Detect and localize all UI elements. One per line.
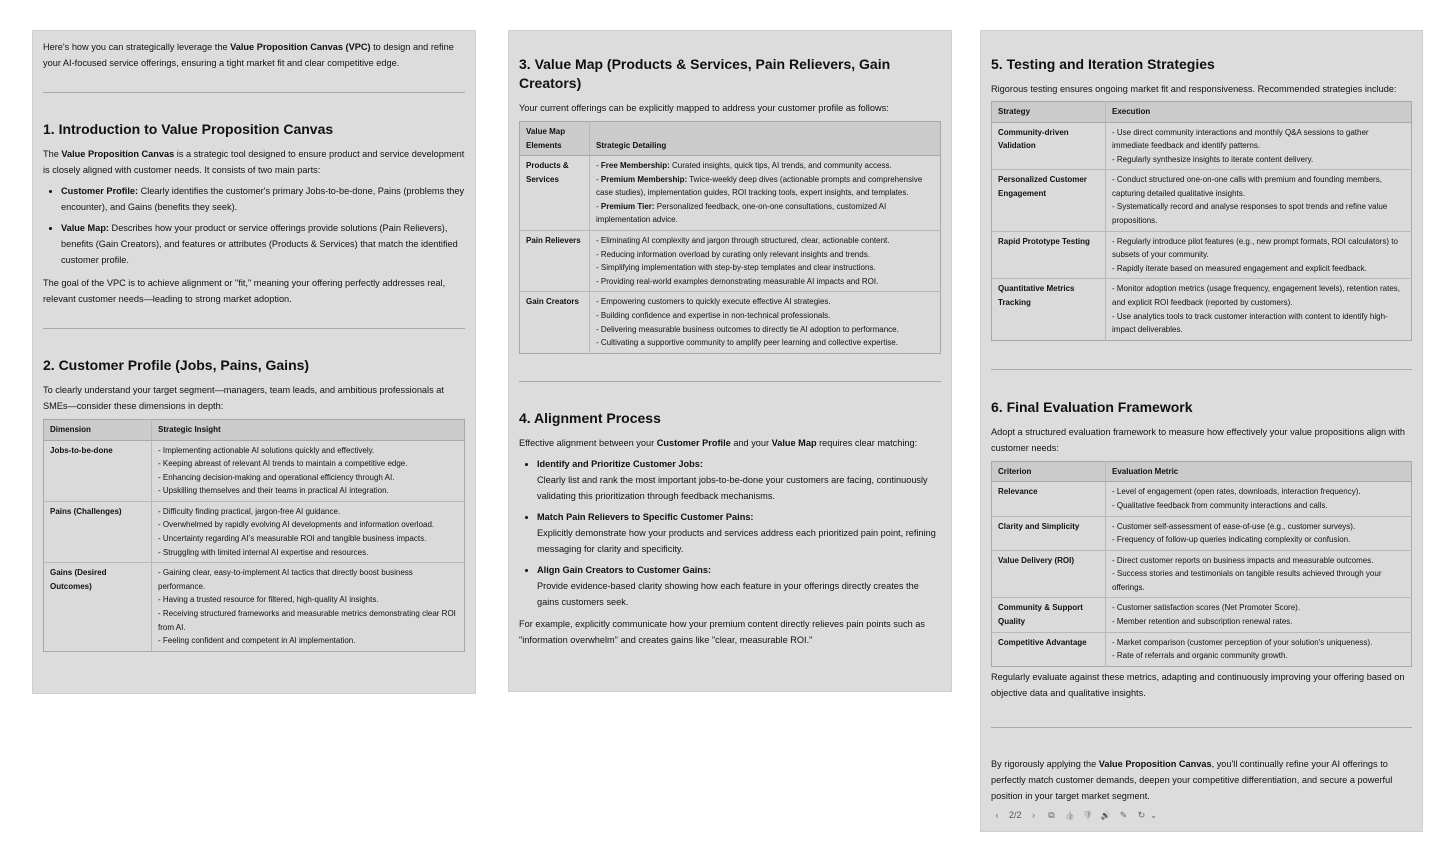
table-cell: - Market comparison (customer perception of your solution's uniqueness). - Rate of referrals and organic community growth. bbox=[1106, 632, 1412, 666]
document-panel-3 bbox=[980, 30, 1423, 832]
table-cell: - Implementing actionable AI solutions quickly and effectively. - Keeping abreast of relevant AI trends to maintain a competitive edge. - Enhancing decision-making and operational efficiency through AI. - Upskilling themselves and their teams in practical AI integration. bbox=[152, 440, 465, 501]
section-title-4: 4. Alignment Process bbox=[519, 409, 661, 426]
section-2-intro: To clearly understand your target segment—managers, team leads, and ambitious professionals at SMEs—consider these dimensions in depth: bbox=[43, 385, 444, 411]
document-panel-2 bbox=[508, 30, 952, 692]
divider bbox=[991, 369, 1412, 370]
table-cell: Pains (Challenges) bbox=[44, 501, 152, 562]
section-1-paragraph: The Value Proposition Canvas is a strategic tool designed to ensure product and service development is closely aligned with customer needs. It consists of two main parts: bbox=[43, 149, 465, 175]
table-row bbox=[992, 170, 1412, 231]
section-3-intro: Your current offerings can be explicitly mapped to address your customer profile as follows: bbox=[519, 103, 889, 113]
table-cell: Quantitative Metrics Tracking bbox=[992, 279, 1106, 340]
list-item: • Match Pain Relievers to Specific Customer Pains: Explicitly demonstrate how your products and services address each prioritized pain point, refining messaging for clarity and specificity. bbox=[537, 509, 941, 557]
column-header: Strategic Insight bbox=[152, 420, 465, 441]
list-item: • Customer Profile: Clearly identifies the customer's primary Jobs-to-be-done, Pains (problems they encounter), and Gains (benefits they seek). bbox=[61, 183, 465, 215]
table-cell: - Empowering customers to quickly execute effective AI strategies. - Building confidence and expertise in non-technical professionals. - Delivering measurable business outcomes to directly tie AI adoption to performance. - Cultivating a supportive community to amplify peer learning and collective expertise. bbox=[590, 292, 941, 353]
table-cell: - Use direct community interactions and monthly Q&A sessions to gather immediate feedback and identify patterns. - Regularly synthesize insights to iterate content delivery. bbox=[1106, 122, 1412, 170]
column-header: Strategy bbox=[992, 102, 1106, 123]
column-header: Execution bbox=[1106, 102, 1412, 123]
table-cell: - Level of engagement (open rates, downloads, interaction frequency). - Qualitative feedback from community interactions and calls. bbox=[1106, 482, 1412, 516]
column-header: Evaluation Metric bbox=[1106, 461, 1412, 482]
table-cell: Products & Services bbox=[520, 156, 590, 231]
table-row bbox=[44, 563, 465, 652]
table-row bbox=[44, 501, 465, 562]
closing-paragraph: By rigorously applying the Value Proposition Canvas, you'll continually refine your AI offerings to perfectly match customer demands, deepen your competitive differentiation, and secure a powerful position in your target market segment. bbox=[991, 758, 1393, 801]
column-header: Strategic Detailing bbox=[590, 122, 941, 156]
section-title-5: 5. Testing and Iteration Strategies bbox=[991, 56, 1215, 72]
table-cell: - Customer satisfaction scores (Net Promoter Score). - Member retention and subscription renewal rates. bbox=[1106, 598, 1412, 632]
table-cell: Jobs-to-be-done bbox=[44, 440, 152, 501]
table-row bbox=[992, 279, 1412, 340]
table-cell: Value Delivery (ROI) bbox=[992, 550, 1106, 598]
chevron-right-icon[interactable]: › bbox=[1032, 810, 1036, 821]
divider bbox=[43, 328, 465, 329]
testing-strategies-table bbox=[991, 101, 1412, 341]
table-cell: Pain Relievers bbox=[520, 230, 590, 291]
alignment-steps bbox=[519, 456, 941, 610]
speaker-icon[interactable]: 🔊 bbox=[1100, 810, 1111, 820]
table-row bbox=[520, 230, 941, 291]
divider bbox=[519, 381, 941, 382]
list-item: • Identify and Prioritize Customer Jobs: Clearly list and rank the most important jobs-to-be-done your customers are facing, continuously validating this prioritization through feedback mechanisms. bbox=[537, 456, 941, 504]
table-row bbox=[520, 156, 941, 231]
section-4-intro: Effective alignment between your Customer Profile and your Value Map requires clear matching: bbox=[519, 437, 918, 448]
table-row bbox=[992, 231, 1412, 279]
section-title-6: 6. Final Evaluation Framework bbox=[991, 398, 1193, 415]
table-row bbox=[992, 516, 1412, 550]
column-header: Dimension bbox=[44, 420, 152, 441]
table-cell: - Difficulty finding practical, jargon-free AI guidance. - Overwhelmed by rapidly evolving AI developments and information overload. - Uncertainty regarding AI's measurable ROI and tangible business impacts. - Struggling with limited internal AI expertise and resources. bbox=[152, 501, 465, 562]
table-row bbox=[992, 482, 1412, 516]
customer-profile-table bbox=[43, 419, 465, 652]
table-cell: - Free Membership: Curated insights, quick tips, AI trends, and community access. - Premium Membership: Twice-weekly deep dives (actionable prompts and comprehensive case studies), implementation guides, ROI tracking tools, expert insights, and templates. - Premium Tier: Personalized feedback, one-on-one consultations, customized AI implementation advice. bbox=[590, 156, 941, 231]
list-item: • Align Gain Creators to Customer Gains: Provide evidence-based clarity showing how each feature in your offerings directly creates the gains customers seek. bbox=[537, 562, 941, 610]
regenerate-icon[interactable]: ↻ bbox=[1137, 809, 1146, 820]
chevron-down-icon[interactable]: ⌄ bbox=[1149, 809, 1158, 820]
value-map-table bbox=[519, 121, 941, 354]
table-row bbox=[992, 632, 1412, 666]
section-5-intro: Rigorous testing ensures ongoing market fit and responsiveness. Recommended strategies include: bbox=[991, 84, 1397, 94]
list-item: • Value Map: Describes how your product or service offerings provide solutions (Pain Relievers), benefits (Gain Creators), and features or attributes (Products & Services) that match the identified customer profile. bbox=[61, 220, 465, 268]
table-cell: - Conduct structured one-on-one calls with premium and founding members, capturing detailed qualitative insights. - Systematically record and analyse responses to spot trends and refine value propositions. bbox=[1106, 170, 1412, 231]
section-1-bullets bbox=[43, 183, 465, 268]
thumbs-down-icon[interactable]: 👎 bbox=[1082, 810, 1093, 820]
section-4-example: For example, explicitly communicate how your premium content directly relieves pain points such as "information overwhelm" and creates gains like "clear, measurable ROI." bbox=[519, 618, 925, 645]
table-row bbox=[520, 292, 941, 353]
column-header: Value Map Elements bbox=[520, 122, 590, 156]
table-cell: Gains (Desired Outcomes) bbox=[44, 563, 152, 652]
document-panel-1 bbox=[32, 30, 476, 694]
table-cell: - Monitor adoption metrics (usage frequency, engagement levels), retention rates, and explicit ROI feedback (reported by customers). - Use analytics tools to track customer interaction with content to identify high-impact deliverables. bbox=[1106, 279, 1412, 340]
table-cell: Relevance bbox=[992, 482, 1106, 516]
copy-icon[interactable]: ⧉ bbox=[1048, 809, 1055, 820]
message-toolbar bbox=[991, 810, 1412, 821]
page-indicator: 2/2 bbox=[1009, 810, 1022, 821]
table-cell: - Eliminating AI complexity and jargon through structured, clear, actionable content. - Reducing information overload by curating only relevant insights and trends. - Simplifying implementation with step-by-step templates and clear instructions. - Providing real-world examples demonstrating measurable AI impacts and ROI. bbox=[590, 230, 941, 291]
table-row bbox=[992, 598, 1412, 632]
table-cell: Clarity and Simplicity bbox=[992, 516, 1106, 550]
table-row bbox=[992, 550, 1412, 598]
table-row bbox=[992, 122, 1412, 170]
divider bbox=[43, 92, 465, 93]
section-title-1: 1. Introduction to Value Proposition Canvas bbox=[43, 121, 334, 137]
table-cell: Gain Creators bbox=[520, 292, 590, 353]
intro-paragraph: Here's how you can strategically leverage the Value Proposition Canvas (VPC) to design and refine your AI-focused service offerings, ensuring a tight market fit and clear competitive edge. bbox=[43, 42, 454, 68]
table-cell: - Regularly introduce pilot features (e.g., new prompt formats, ROI calculators) to subsets of your community. - Rapidly iterate based on measured engagement and explicit feedback. bbox=[1106, 231, 1412, 279]
section-title-2: 2. Customer Profile (Jobs, Pains, Gains) bbox=[43, 357, 310, 373]
divider bbox=[991, 727, 1412, 728]
table-cell: Personalized Customer Engagement bbox=[992, 170, 1106, 231]
edit-icon[interactable]: ✎ bbox=[1119, 809, 1128, 820]
chevron-left-icon[interactable]: ‹ bbox=[995, 810, 999, 821]
table-cell: - Gaining clear, easy-to-implement AI tactics that directly boost business performance. - Having a trusted resource for filtered, high-quality AI insights. - Receiving structured frameworks and measurable metrics demonstrating clear ROI from AI. - Feeling confident and competent in AI implementation. bbox=[152, 563, 465, 652]
table-cell: Rapid Prototype Testing bbox=[992, 231, 1106, 279]
table-cell: Community & Support Quality bbox=[992, 598, 1106, 632]
table-cell: - Customer self-assessment of ease-of-use (e.g., customer surveys). - Frequency of follow-up queries indicating complexity or confusion. bbox=[1106, 516, 1412, 550]
table-cell: Community-driven Validation bbox=[992, 122, 1106, 170]
section-6-outro: Regularly evaluate against these metrics, adapting and continuously improving your offering based on objective data and qualitative insights. bbox=[991, 671, 1405, 698]
table-cell: - Direct customer reports on business impacts and measurable outcomes. - Success stories and testimonials on tangible results achieved through your offerings. bbox=[1106, 550, 1412, 598]
table-cell: Competitive Advantage bbox=[992, 632, 1106, 666]
evaluation-framework-table bbox=[991, 461, 1412, 667]
section-6-intro: Adopt a structured evaluation framework to measure how effectively your value propositions align with customer needs: bbox=[991, 426, 1405, 453]
thumbs-up-icon[interactable]: 👍 bbox=[1064, 810, 1075, 820]
section-title-3: 3. Value Map (Products & Services, Pain Relievers, Gain Creators) bbox=[519, 56, 891, 91]
section-1-goal: The goal of the VPC is to achieve alignment or "fit," meaning your offering perfectly addresses real, relevant customer needs—leading to strong market adoption. bbox=[43, 278, 446, 304]
column-header: Criterion bbox=[992, 461, 1106, 482]
table-row bbox=[44, 440, 465, 501]
